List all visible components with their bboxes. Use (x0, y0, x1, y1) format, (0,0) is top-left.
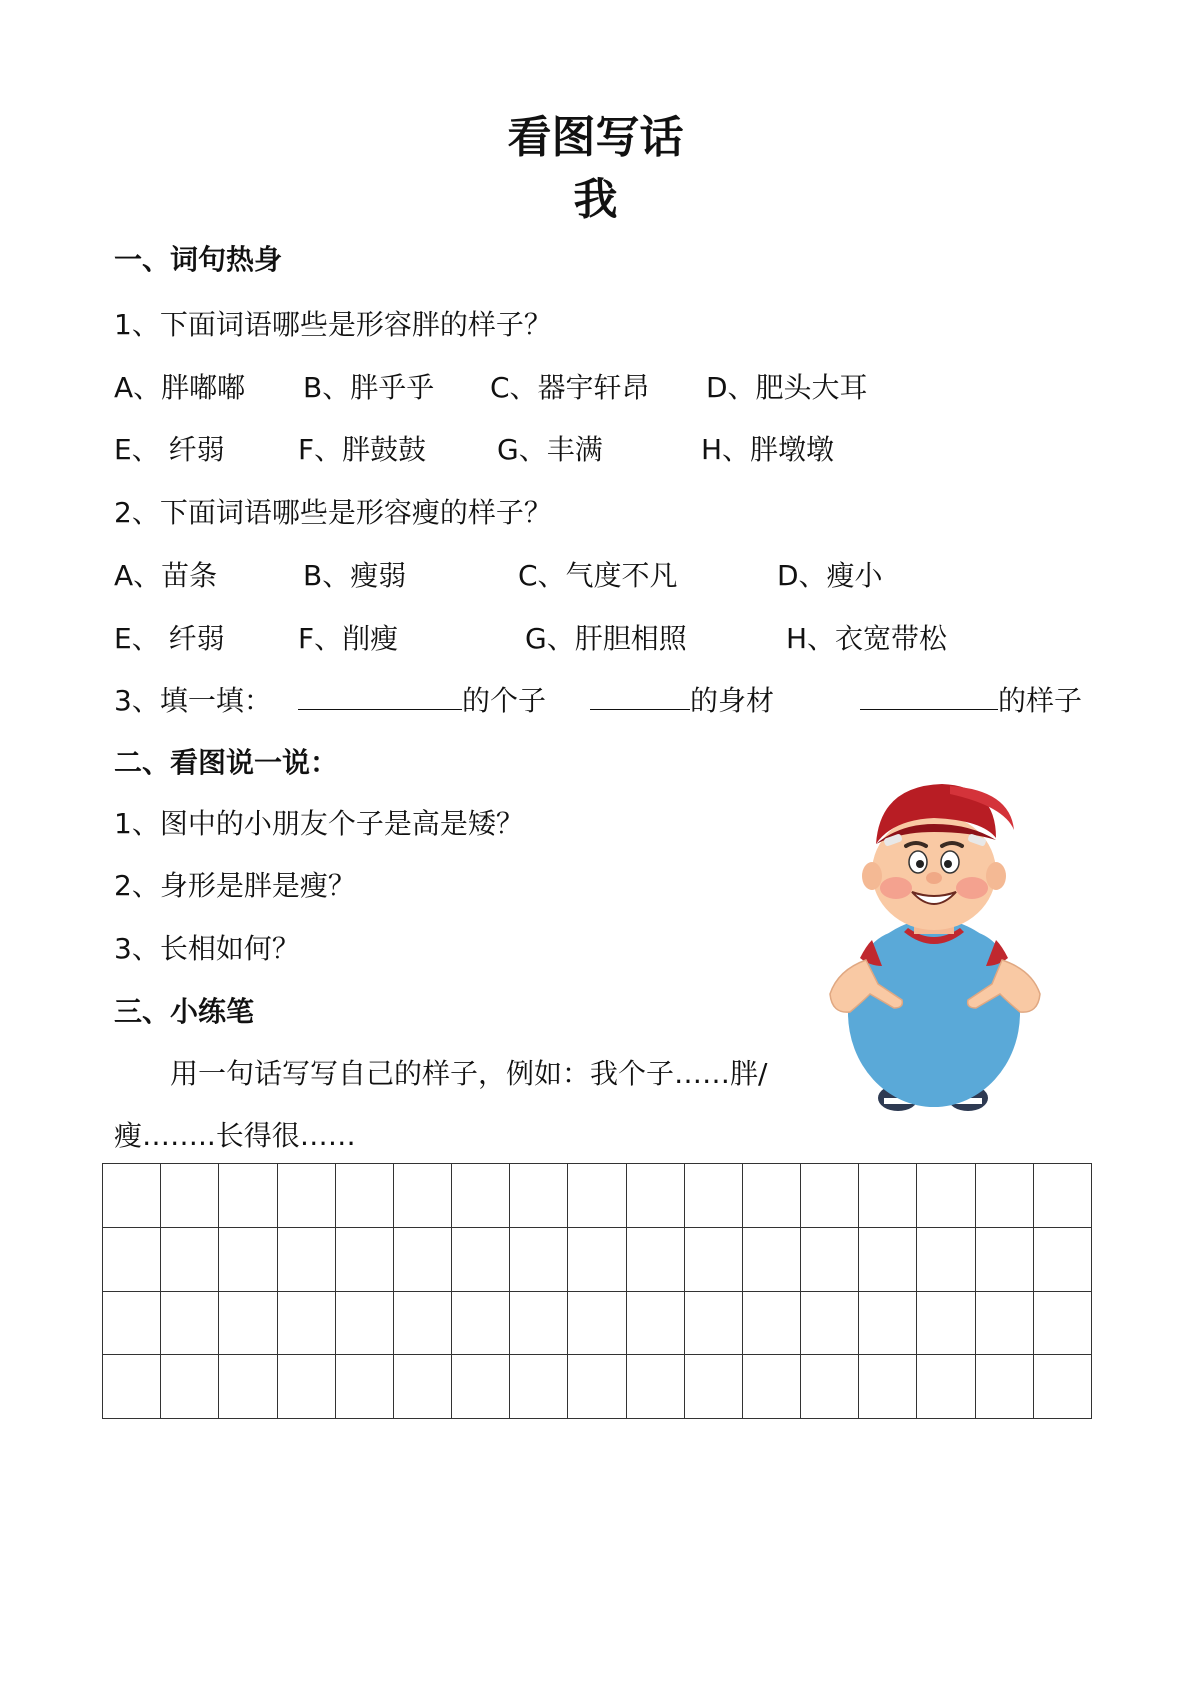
q1-option-d: D、肥头大耳 (706, 371, 868, 404)
writing-grid[interactable] (102, 1163, 1092, 1419)
grid-cell[interactable] (452, 1164, 510, 1228)
grid-cell[interactable] (859, 1292, 917, 1356)
grid-cell[interactable] (743, 1292, 801, 1356)
section1-heading: 一、词句热身 (114, 243, 283, 276)
q1-text: 1、下面词语哪些是形容胖的样子？ (114, 308, 552, 341)
grid-cell[interactable] (976, 1228, 1034, 1292)
fill-blank-2[interactable] (590, 685, 690, 710)
grid-cell[interactable] (219, 1164, 277, 1228)
q2-text: 2、下面词语哪些是形容瘦的样子？ (114, 496, 552, 529)
q1-option-f: F、胖鼓鼓 (298, 433, 427, 466)
q2-option-g: G、肝胆相照 (525, 622, 687, 655)
q3-blank-1[interactable] (298, 685, 546, 717)
grid-cell[interactable] (917, 1164, 975, 1228)
grid-cell[interactable] (1034, 1355, 1092, 1419)
cartoon-boy-illustration (800, 780, 1090, 1125)
grid-cell[interactable] (103, 1355, 161, 1419)
q2-option-d: D、瘦小 (777, 559, 883, 592)
grid-cell[interactable] (161, 1355, 219, 1419)
grid-cell[interactable] (510, 1292, 568, 1356)
grid-cell[interactable] (859, 1228, 917, 1292)
grid-cell[interactable] (394, 1228, 452, 1292)
grid-cell[interactable] (627, 1355, 685, 1419)
fill-blank-3[interactable] (860, 685, 998, 710)
grid-cell[interactable] (685, 1292, 743, 1356)
grid-cell[interactable] (336, 1292, 394, 1356)
grid-cell[interactable] (685, 1355, 743, 1419)
grid-cell[interactable] (336, 1355, 394, 1419)
grid-cell[interactable] (743, 1355, 801, 1419)
s2-question-2: 2、身形是胖是瘦？ (114, 869, 356, 902)
q1-option-g: G、丰满 (497, 433, 603, 466)
grid-cell[interactable] (336, 1164, 394, 1228)
grid-cell[interactable] (917, 1228, 975, 1292)
q1-option-h: H、胖墩墩 (701, 433, 835, 466)
grid-cell[interactable] (452, 1228, 510, 1292)
q3-blank-2[interactable] (590, 685, 774, 717)
fill-blank-1[interactable] (298, 685, 462, 710)
grid-cell[interactable] (278, 1164, 336, 1228)
grid-cell[interactable] (801, 1228, 859, 1292)
q2-option-f: F、削瘦 (298, 622, 399, 655)
grid-cell[interactable] (510, 1164, 568, 1228)
grid-cell[interactable] (394, 1292, 452, 1356)
q1-option-e: E、 纤弱 (114, 433, 225, 466)
q3-blank-3[interactable] (860, 685, 1082, 717)
q1-option-b: B、胖乎乎 (303, 371, 435, 404)
grid-cell[interactable] (801, 1164, 859, 1228)
grid-cell[interactable] (510, 1228, 568, 1292)
grid-cell[interactable] (1034, 1164, 1092, 1228)
q1-option-c: C、器宇轩昂 (490, 371, 650, 404)
grid-cell[interactable] (743, 1228, 801, 1292)
section2-heading: 二、看图说一说： (114, 746, 339, 779)
grid-cell[interactable] (801, 1292, 859, 1356)
grid-cell[interactable] (917, 1355, 975, 1419)
grid-cell[interactable] (801, 1355, 859, 1419)
q3-suffix-2: 的身材 (690, 684, 775, 717)
grid-cell[interactable] (859, 1355, 917, 1419)
grid-cell[interactable] (336, 1228, 394, 1292)
grid-cell[interactable] (278, 1228, 336, 1292)
grid-cell[interactable] (568, 1228, 626, 1292)
q2-option-e: E、 纤弱 (114, 622, 225, 655)
grid-cell[interactable] (452, 1292, 510, 1356)
grid-cell[interactable] (219, 1292, 277, 1356)
q1-option-a: A、胖嘟嘟 (114, 371, 246, 404)
s2-question-1: 1、图中的小朋友个子是高是矮？ (114, 807, 524, 840)
grid-cell[interactable] (685, 1164, 743, 1228)
grid-cell[interactable] (278, 1292, 336, 1356)
grid-cell[interactable] (859, 1164, 917, 1228)
s3-prompt-line2: 瘦……..长得很…… (114, 1119, 356, 1152)
grid-cell[interactable] (917, 1292, 975, 1356)
grid-cell[interactable] (568, 1355, 626, 1419)
grid-cell[interactable] (568, 1292, 626, 1356)
grid-cell[interactable] (103, 1164, 161, 1228)
s2-question-3: 3、长相如何？ (114, 932, 300, 965)
grid-cell[interactable] (278, 1355, 336, 1419)
q2-option-b: B、瘦弱 (303, 559, 407, 592)
page-subtitle: 我 (573, 174, 618, 225)
grid-cell[interactable] (976, 1355, 1034, 1419)
grid-cell[interactable] (685, 1228, 743, 1292)
q3-label: 3、填一填： (114, 684, 272, 717)
page-title: 看图写话 (507, 112, 684, 163)
grid-cell[interactable] (161, 1228, 219, 1292)
q2-option-c: C、气度不凡 (518, 559, 678, 592)
q3-suffix-3: 的样子 (998, 684, 1083, 717)
grid-cell[interactable] (976, 1164, 1034, 1228)
s3-prompt-line1: 用一句话写写自己的样子，例如：我个子……胖/ (170, 1057, 768, 1090)
grid-cell[interactable] (161, 1292, 219, 1356)
grid-cell[interactable] (568, 1164, 626, 1228)
grid-cell[interactable] (452, 1355, 510, 1419)
grid-cell[interactable] (627, 1164, 685, 1228)
grid-cell[interactable] (394, 1355, 452, 1419)
grid-cell[interactable] (627, 1228, 685, 1292)
grid-cell[interactable] (161, 1164, 219, 1228)
q3-suffix-1: 的个子 (462, 684, 547, 717)
grid-cell[interactable] (103, 1228, 161, 1292)
q2-option-h: H、衣宽带松 (786, 622, 948, 655)
grid-cell[interactable] (394, 1164, 452, 1228)
section3-heading: 三、小练笔 (114, 995, 255, 1028)
grid-cell[interactable] (743, 1164, 801, 1228)
grid-cell[interactable] (219, 1355, 277, 1419)
grid-cell[interactable] (627, 1292, 685, 1356)
grid-cell[interactable] (1034, 1292, 1092, 1356)
grid-cell[interactable] (976, 1292, 1034, 1356)
q2-option-a: A、苗条 (114, 559, 218, 592)
grid-cell[interactable] (1034, 1228, 1092, 1292)
grid-cell[interactable] (219, 1228, 277, 1292)
grid-cell[interactable] (103, 1292, 161, 1356)
grid-cell[interactable] (510, 1355, 568, 1419)
